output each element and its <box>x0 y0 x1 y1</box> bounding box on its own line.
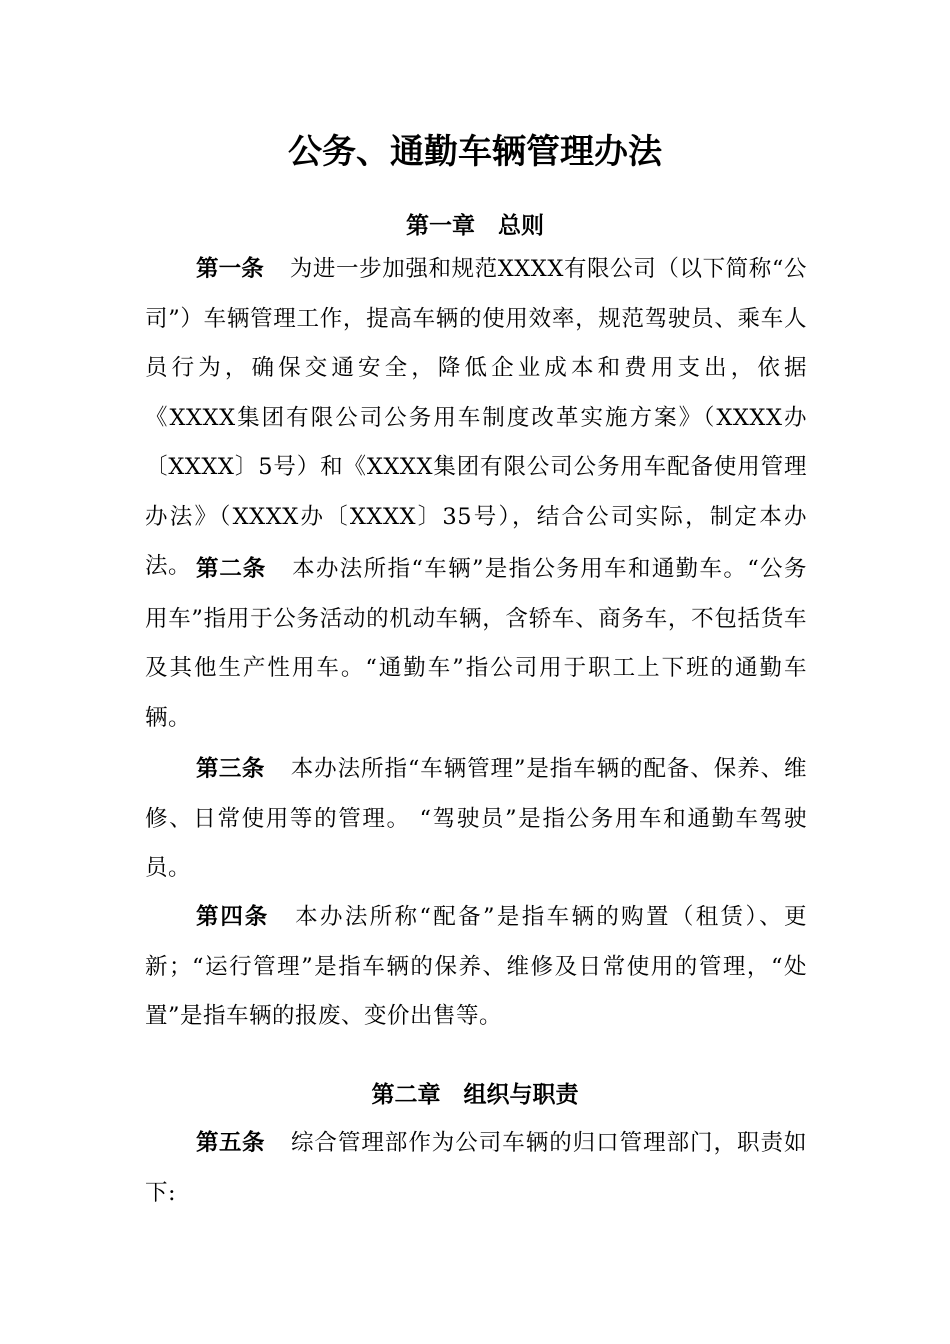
article-text: 本办法所称“配备”是指车辆的购置（租赁）、更新；“运行管理”是指车辆的保养、维修及日常使用的管理，“处置”是指车辆的报废、变价出售等。 <box>145 904 807 1029</box>
article-text: 本办法所指“车辆管理”是指车辆的配备、保养、维修、日常使用等的管理。 “驾驶员”是指公务用车和通勤车驾驶员。 <box>145 756 807 881</box>
chapter-heading: 第二章 组织与职责 <box>371 1082 579 1108</box>
article-label: 第四条 <box>196 904 270 930</box>
article-label: 第五条 <box>196 1130 265 1156</box>
article-text: 综合管理部作为公司车辆的归口管理部门，职责如下: <box>145 1130 807 1206</box>
article-paragraph <box>145 545 807 743</box>
chapter-heading: 第一章 总则 <box>406 213 544 239</box>
document-title: 公务、通勤车辆管理办法 <box>288 132 662 172</box>
article-label: 第一条 <box>196 256 264 282</box>
article-text: 本办法所指“车辆”是指公务用车和通勤车。“公务用车”指用于公务活动的机动车辆，含轿车、商务车，不包括货车及其他生产性用车。“通勤车”指公司用于职工上下班的通勤车辆。 <box>145 556 807 731</box>
article-paragraph <box>145 745 807 894</box>
article-label: 第二条 <box>196 556 267 582</box>
article-paragraph <box>145 1119 807 1218</box>
article-paragraph <box>145 245 807 592</box>
article-label: 第三条 <box>196 756 265 782</box>
article-text: 为进一步加强和规范XXXX有限公司（以下简称“公司”）车辆管理工作，提高车辆的使用效率，规范驾驶员、乘车人员行为，确保交通安全，降低企业成本和费用支出，依据《XXXX集团有限公司公务用车制度改革实施方案》（XXXX办〔XXXX〕5号）和《XXXX集团有限公司公务用车配备使用管理办法》（XXXX办〔XXXX〕35号），结合公司实际，制定本办法。 <box>145 256 807 579</box>
article-paragraph <box>145 893 807 1042</box>
